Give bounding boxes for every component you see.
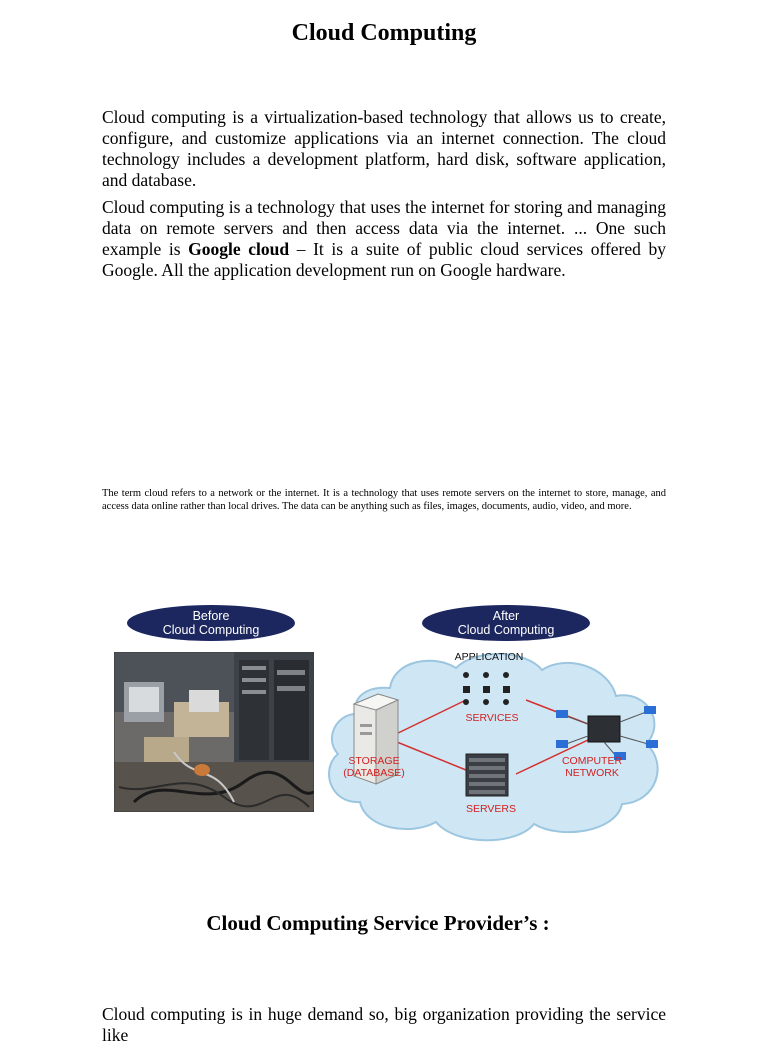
cloud-definition-paragraph: The term cloud refers to a network or the internet. It is a technology that uses remote servers on the internet to store, manage, and access data online rather than local drives. The data can be anything such as files, images, documents, audio, video, and more. bbox=[102, 488, 666, 512]
google-cloud-paragraph bbox=[102, 197, 666, 281]
cloud-comparison-figure bbox=[110, 600, 670, 850]
before-line1: Before bbox=[192, 609, 230, 623]
service-providers-paragraph: Cloud computing is in huge demand so, big organization providing the service like bbox=[102, 1004, 666, 1045]
page-title: Cloud Computing bbox=[291, 20, 477, 46]
service-providers-heading: Cloud Computing Service Provider’s : bbox=[206, 911, 550, 935]
computer-label: COMPUTER bbox=[561, 755, 623, 767]
before-cloud-label bbox=[127, 605, 295, 641]
paragraph-text: – It is a suite of public cloud services offered by Google. All the application development run on Google hardware. bbox=[102, 239, 666, 280]
application-label: APPLICATION bbox=[454, 651, 524, 663]
after-cloud-label bbox=[422, 605, 590, 641]
cloud-architecture-diagram bbox=[316, 644, 670, 850]
before-line2: Cloud Computing bbox=[162, 623, 260, 637]
google-cloud-bold: Google cloud bbox=[188, 239, 290, 259]
servers-label: SERVERS bbox=[466, 803, 516, 815]
services-label: SERVICES bbox=[465, 712, 519, 724]
storage-label: STORAGE bbox=[348, 755, 400, 767]
database-label: (DATABASE) bbox=[343, 767, 405, 779]
intro-paragraph: Cloud computing is a virtualization-based technology that allows us to create, configure, and customize applications via an internet connection. The cloud technology includes a development platform, hard disk, software application, and database. bbox=[102, 107, 666, 190]
paragraph-text: Cloud computing is a technology that uses the internet for storing and managing data on remote servers and then access data via the internet. ... One such example is bbox=[102, 197, 666, 259]
messy-server-room-image bbox=[114, 652, 314, 812]
after-line2: Cloud Computing bbox=[457, 623, 555, 637]
after-line1: After bbox=[492, 609, 520, 623]
network-label: NETWORK bbox=[565, 767, 619, 779]
servers-rack-icon bbox=[466, 754, 508, 796]
